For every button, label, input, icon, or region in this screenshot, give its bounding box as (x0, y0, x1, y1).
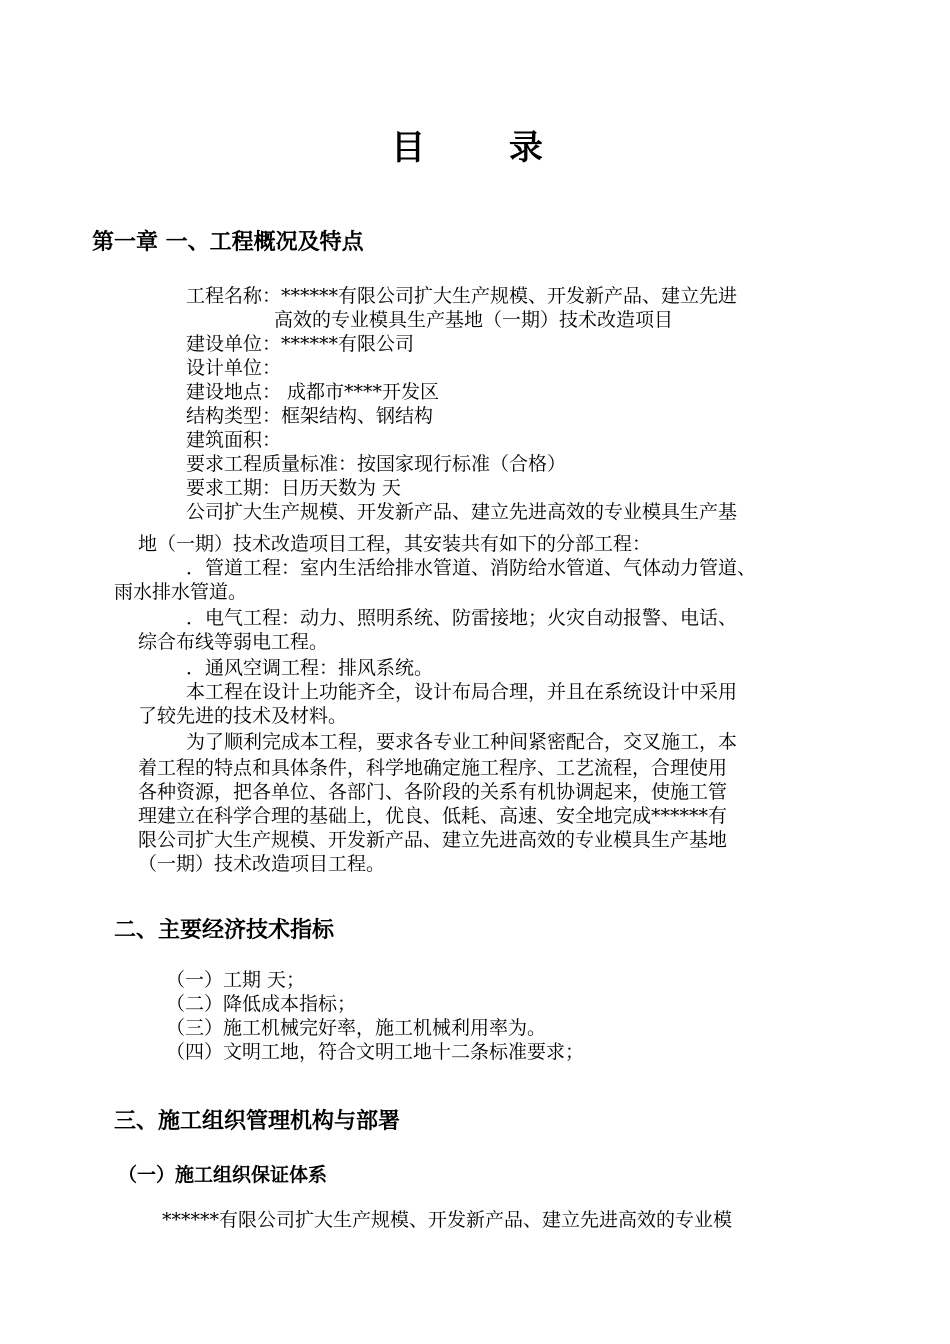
section-3-text-block (162, 1208, 732, 1232)
elec-line-1: ．电气工程：动力、照明系统、防雷接地；火灾自动报警、电话、 (186, 607, 738, 629)
indicator-item-3: （三）施工机械完好率，施工机械利用率为。 (166, 1017, 547, 1039)
elec-line-2: 综合布线等弱电工程。 (138, 631, 329, 653)
section-3-subheading: （一）施工组织保证体系 (118, 1164, 328, 1186)
designer-line: 设计单位： (186, 357, 282, 379)
area-line: 建筑面积： (186, 429, 282, 451)
design-line-2: 了较先进的技术及材料。 (138, 705, 348, 727)
design-line-1: 本工程在设计上功能齐全，设计布局合理，并且在系统设计中采用 (186, 681, 738, 703)
goal-line-5: 限公司扩大生产规模、开发新产品、建立先进高效的专业模具生产基地 (138, 829, 728, 851)
elec-block (186, 606, 737, 630)
goal-line-2: 着工程的特点和具体条件，科学地确定施工程序、工艺流程，合理使用 (138, 757, 728, 779)
goal-line-6: （一期）技术改造项目工程。 (138, 853, 386, 875)
structure-line: 结构类型：框架结构、钢结构 (186, 405, 434, 427)
chapter-1-heading: 第一章 一、工程概况及特点 (92, 230, 364, 255)
goal-line-1: 为了顺利完成本工程，要求各专业工种间紧密配合，交叉施工，本 (186, 731, 738, 753)
section-2-heading: 二、主要经济技术指标 (114, 918, 335, 943)
elec-block-2 (138, 630, 328, 654)
page-title: 目 录 (391, 128, 579, 168)
indicator-item-2: （二）降低成本指标； (166, 993, 357, 1015)
section-3-heading: 三、施工组织管理机构与部署 (114, 1109, 401, 1134)
pipe-line-1: ．管道工程：室内生活给排水管道、消防给水管道、气体动力管道、 (186, 557, 757, 579)
hvac-line: ．通风空调工程：排风系统。 (186, 657, 434, 679)
goal-line-3: 各种资源，把各单位、各部门、各阶段的关系有机协调起来，使施工管 (138, 781, 728, 803)
quality-line: 要求工程质量标准：按国家现行标准（合格） (186, 453, 567, 475)
duration-line: 要求工期：日历天数为 天 (186, 477, 402, 499)
section-3-text-line: ******有限公司扩大生产规模、开发新产品、建立先进高效的专业模 (162, 1209, 733, 1231)
indicator-list (166, 968, 584, 1064)
goal-line-4: 理建立在科学合理的基础上，优良、低耗、高速、安全地完成******有 (138, 805, 728, 827)
intro-continued (138, 532, 651, 556)
project-name-line-1: 工程名称：******有限公司扩大生产规模、开发新产品、建立先进 (186, 285, 738, 307)
builder-line: 建设单位：******有限公司 (186, 333, 415, 355)
pipe-line-2: 雨水排水管道。 (114, 581, 248, 603)
indicator-item-1: （一）工期 天； (166, 969, 306, 991)
indicator-item-4: （四）文明工地，符合文明工地十二条标准要求； (166, 1041, 585, 1063)
pipe-block-2 (114, 580, 247, 604)
pipe-block (186, 556, 756, 580)
project-info-block (186, 284, 737, 524)
hvac-block (186, 656, 737, 704)
project-name-line-2: 高效的专业模具生产基地（一期）技术改造项目 (274, 309, 674, 331)
goal-block (186, 730, 737, 754)
intro-line-1: 公司扩大生产规模、开发新产品、建立先进高效的专业模具生产基 (186, 501, 738, 523)
intro-line-2: 地（一期）技术改造项目工程，其安装共有如下的分部工程： (138, 533, 652, 555)
goal-block-2 (138, 756, 727, 876)
design-block-2 (138, 704, 347, 728)
location-line: 建设地点： 成都市****开发区 (186, 381, 440, 403)
